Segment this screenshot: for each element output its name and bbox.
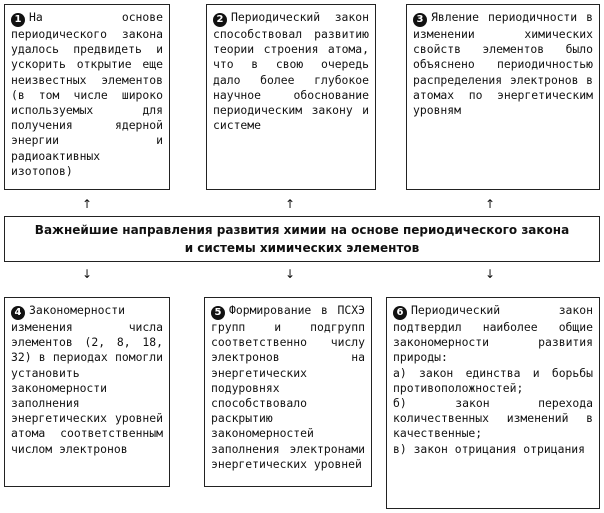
box-3-text: Явление периодичности в изменении химических свойств элементов было объяснено периодичностью распределения электронов в атомах по энергетическим уровням bbox=[413, 10, 593, 118]
number-badge-2: 2 bbox=[213, 13, 227, 27]
box-5-text: Формирование в ПСХЭ групп и подгрупп соответственно числу электронов на энергетических подуровнях способствовало раскрытию закономерностей заполнения электронами энергетических уровней bbox=[211, 303, 365, 471]
box-3-periodicity bbox=[406, 4, 600, 190]
box-1-prediction bbox=[4, 4, 170, 190]
arrow-down-2-icon: ↓ bbox=[284, 267, 296, 281]
number-badge-3: 3 bbox=[413, 13, 427, 27]
number-badge-5: 5 bbox=[211, 306, 225, 320]
arrow-up-2-icon: ↑ bbox=[284, 197, 296, 211]
box-2-atomic-theory bbox=[206, 4, 376, 190]
box-1-text: На основе периодического закона удалось предвидеть и ускорить открытие еще неизвестных элементов (в том числе широко используемых для получения ядерной энергии и радиоактивных изотопов) bbox=[11, 10, 163, 178]
arrow-down-3-icon: ↓ bbox=[484, 267, 496, 281]
arrow-up-3-icon: ↑ bbox=[484, 197, 496, 211]
box-6-laws-of-nature bbox=[386, 297, 600, 509]
number-badge-4: 4 bbox=[11, 306, 25, 320]
central-title-line-2: и системы химических элементов bbox=[184, 241, 420, 255]
box-4-period-counts bbox=[4, 297, 170, 487]
arrow-up-1-icon: ↑ bbox=[81, 197, 93, 211]
law-item: в) закон отрицания отрицания bbox=[393, 441, 586, 456]
central-topic-box bbox=[4, 216, 600, 262]
central-title-line-1: Важнейшие направления развития химии на основе периодического закона bbox=[34, 223, 570, 237]
box-6-text: Периодический закон подтвердил наиболее общие закономерности развития природы: bbox=[393, 303, 593, 365]
number-badge-1: 1 bbox=[11, 13, 25, 27]
box-4-text: Закономерности изменения числа элементов (2, 8, 18, 32) в периодах помогли установить закономерности заполнения энергетических уровней атома соответственным числом электронов bbox=[11, 303, 163, 456]
box-5-groups-subgroups bbox=[204, 297, 372, 487]
arrow-down-1-icon: ↓ bbox=[81, 267, 93, 281]
number-badge-6: 6 bbox=[393, 306, 407, 320]
box-2-text: Периодический закон способствовал развитию теории строения атома, что в свою очередь дало более глубокое научное обоснование периодическим закону и системе bbox=[213, 10, 369, 133]
law-item: а) закон единства и борьбы противоположностей; bbox=[393, 365, 593, 395]
law-item: б) закон перехода количественных изменений в качественные; bbox=[393, 396, 593, 441]
